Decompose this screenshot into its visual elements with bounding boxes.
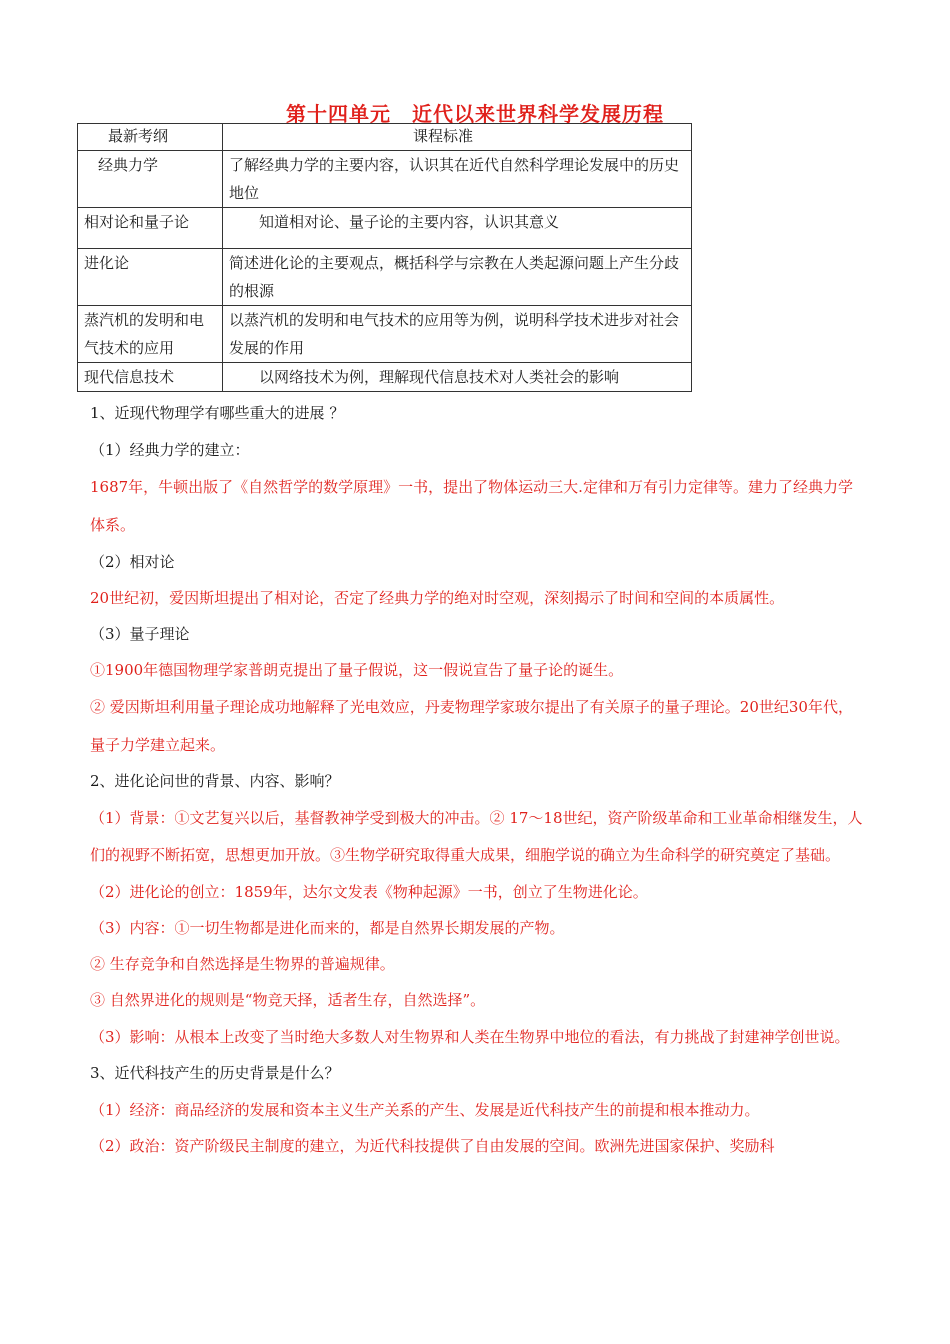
question-3: 3、近代科技产生的历史背景是什么？ bbox=[90, 1064, 340, 1082]
paragraph: （1）经济：商品经济的发展和资本主义生产关系的产生、发展是近代科技产生的前提和根本推动力。 bbox=[90, 1101, 760, 1119]
subheading: （2）相对论 bbox=[90, 553, 175, 571]
header-topic: 最新考纲 bbox=[78, 124, 223, 151]
table-header-row bbox=[78, 124, 692, 151]
row-topic: 现代信息技术 bbox=[78, 363, 223, 392]
subheading: （3）量子理论 bbox=[90, 625, 190, 643]
table-row bbox=[78, 208, 692, 249]
paragraph: ③ 自然界进化的规则是“物竞天择，适者生存，自然选择”。 bbox=[90, 991, 486, 1009]
curriculum-table bbox=[77, 123, 692, 392]
paragraph: ② 爱因斯坦利用量子理论成功地解释了光电效应，丹麦物理学家玻尔提出了有关原子的量子理论。20世纪30年代，量子力学建立起来。 bbox=[90, 698, 853, 754]
row-topic: 经典力学 bbox=[78, 151, 223, 208]
question-2: 2、进化论问世的背景、内容、影响？ bbox=[90, 772, 340, 790]
row-standard: 以网络技术为例，理解现代信息技术对人类社会的影响 bbox=[223, 363, 692, 392]
header-standard: 课程标准 bbox=[223, 124, 692, 151]
paragraph: （2）进化论的创立：1859年，达尔文发表《物种起源》一书，创立了生物进化论。 bbox=[90, 883, 648, 901]
row-topic: 相对论和量子论 bbox=[78, 208, 223, 249]
paragraph: （1）背景：①文艺复兴以后，基督教神学受到极大的冲击。② 17～18世纪，资产阶级革命和工业革命相继发生，人们的视野不断拓宽，思想更加开放。③生物学研究取得重大成果，细胞学说的确立为生命科学的研究奠定了基础。 bbox=[90, 809, 863, 864]
table-row bbox=[78, 249, 692, 306]
row-standard: 以蒸汽机的发明和电气技术的应用等为例，说明科学技术进步对社会发展的作用 bbox=[223, 306, 692, 363]
row-topic: 蒸汽机的发明和电气技术的应用 bbox=[78, 306, 223, 363]
paragraph: （3）内容：①一切生物都是进化而来的，都是自然界长期发展的产物。 bbox=[90, 919, 565, 937]
paragraph: ② 生存竞争和自然选择是生物界的普遍规律。 bbox=[90, 955, 395, 973]
table-row bbox=[78, 363, 692, 392]
row-topic: 进化论 bbox=[78, 249, 223, 306]
page-title: 第十四单元 近代以来世界科学发展历程 bbox=[286, 102, 664, 126]
paragraph: ①1900年德国物理学家普朗克提出了量子假说，这一假说宣告了量子论的诞生。 bbox=[90, 661, 624, 679]
document-body bbox=[90, 396, 865, 1164]
paragraph: 20世纪初，爱因斯坦提出了相对论，否定了经典力学的绝对时空观，深刻揭示了时间和空间的本质属性。 bbox=[90, 589, 785, 607]
paragraph: 1687年，牛顿出版了《自然哲学的数学原理》一书，提出了物体运动三大.定律和万有引力定律等。建力了经典力学体系。 bbox=[90, 478, 853, 534]
paragraph: （3）影响：从根本上改变了当时绝大多数人对生物界和人类在生物界中地位的看法，有力挑战了封建神学创世说。 bbox=[90, 1028, 850, 1046]
row-standard: 简述进化论的主要观点，概括科学与宗教在人类起源问题上产生分歧的根源 bbox=[223, 249, 692, 306]
paragraph: （2）政治：资产阶级民主制度的建立，为近代科技提供了自由发展的空间。欧洲先进国家保护、奖励科 bbox=[90, 1137, 775, 1155]
table-row bbox=[78, 306, 692, 363]
row-standard: 知道相对论、量子论的主要内容，认识其意义 bbox=[223, 208, 692, 249]
row-standard: 了解经典力学的主要内容，认识其在近代自然科学理论发展中的历史地位 bbox=[223, 151, 692, 208]
subheading: （1）经典力学的建立： bbox=[90, 441, 250, 459]
question-1: 1、近现代物理学有哪些重大的进展 ？ bbox=[90, 404, 345, 422]
table-row bbox=[78, 151, 692, 208]
